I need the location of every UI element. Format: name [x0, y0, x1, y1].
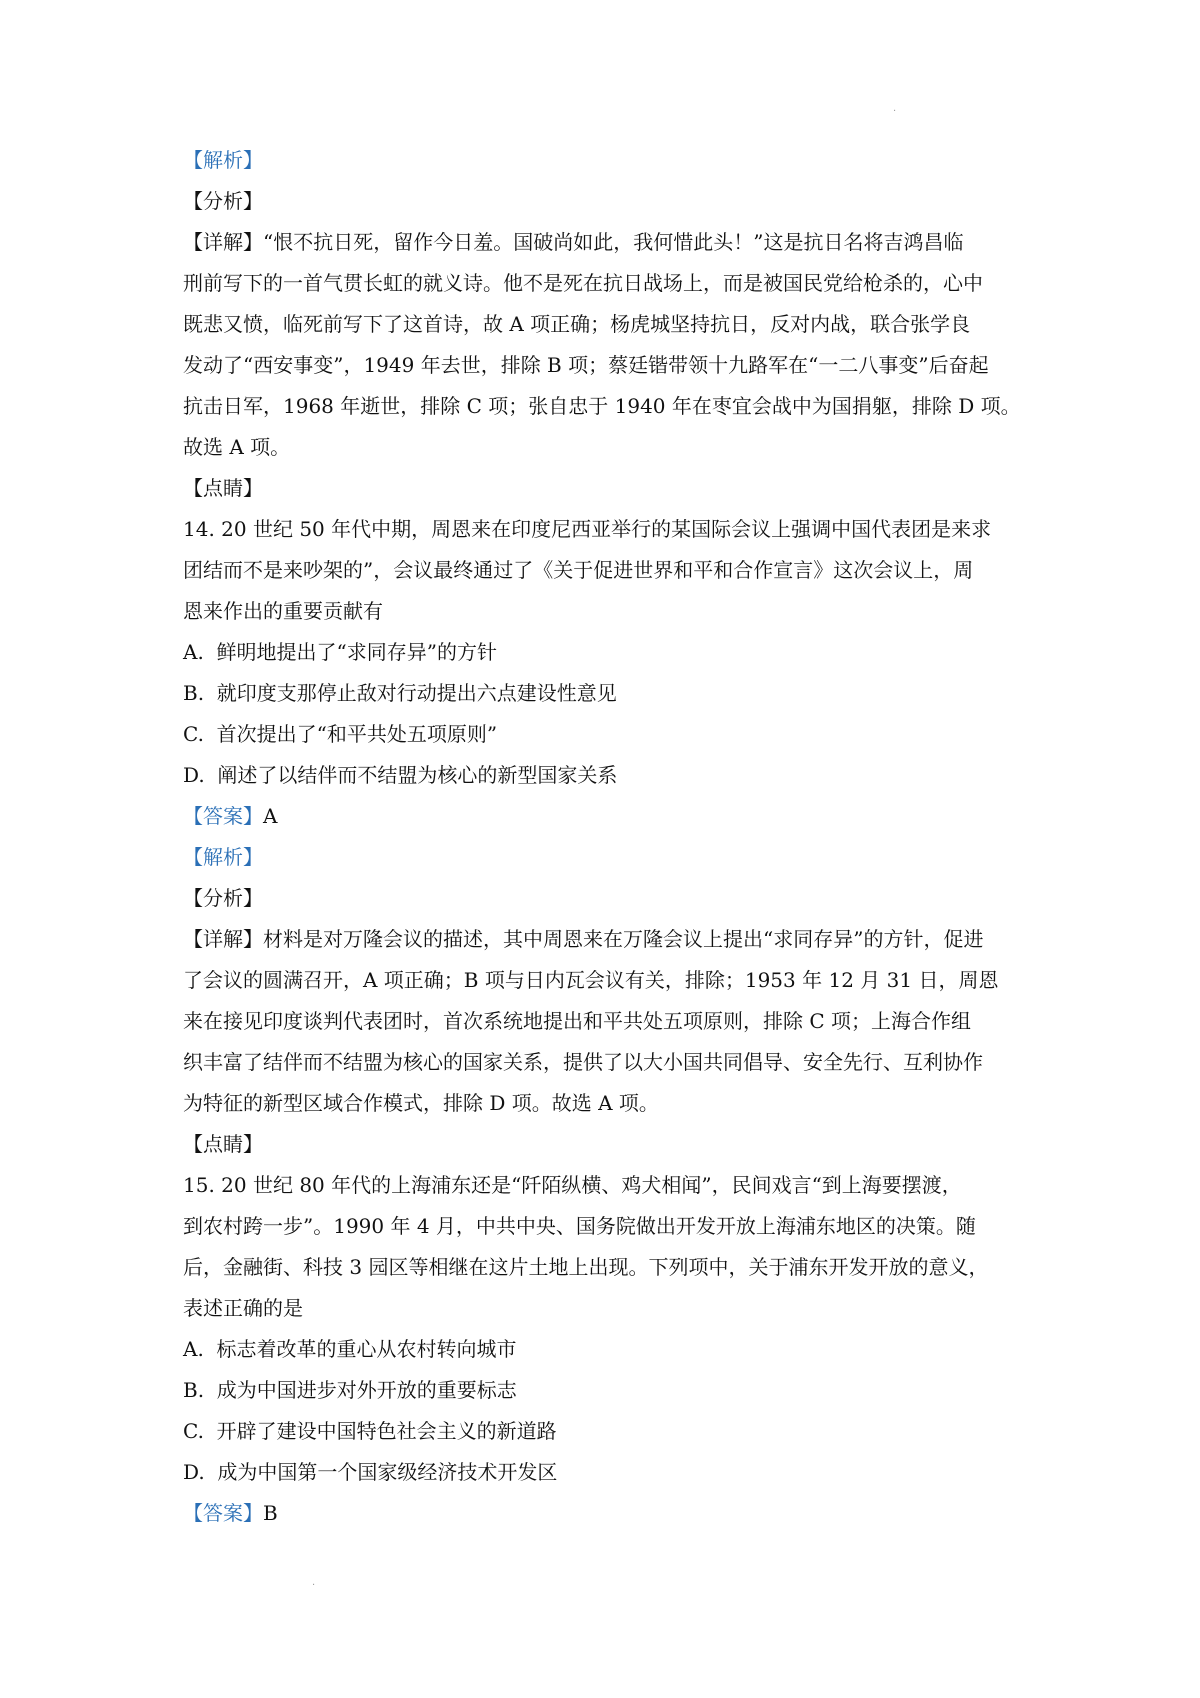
- text-line: [183, 550, 1023, 591]
- line-text: 团结而不是来吵架的”，会议最终通过了《关于促进世界和平和合作宣言》这次会议上，周: [183, 558, 974, 582]
- text-line: [183, 1042, 1023, 1083]
- section-tag: 【分析】: [183, 189, 263, 213]
- line-text: 来在接见印度谈判代表团时，首次系统地提出和平共处五项原则，排除 C 项；上海合作组: [183, 1009, 972, 1033]
- text-line: [183, 755, 1023, 796]
- line-text: B. 成为中国进步对外开放的重要标志: [183, 1378, 517, 1402]
- text-line: [183, 345, 1023, 386]
- line-text: A: [263, 804, 278, 828]
- line-text: 发动了“西安事变”，1949 年去世，排除 B 项；蔡廷锴带领十九路军在“一二八事变”后奋起: [183, 353, 989, 377]
- text-line: [183, 263, 1023, 304]
- text-line: [183, 714, 1023, 755]
- line-text: 抗击日军，1968 年逝世，排除 C 项；张自忠于 1940 年在枣宜会战中为国捐躯，排除 D 项。: [183, 394, 1021, 418]
- line-text: 到农村跨一步”。1990 年 4 月，中共中央、国务院做出开发开放上海浦东地区的决策。随: [183, 1214, 976, 1238]
- section-line: [183, 796, 1023, 837]
- line-text: A. 标志着改革的重心从农村转向城市: [183, 1337, 517, 1361]
- section-line: [183, 1493, 1023, 1534]
- text-line: [183, 1165, 1023, 1206]
- section-line: [183, 1124, 1023, 1165]
- section-tag: 【分析】: [183, 886, 263, 910]
- section-line: [183, 837, 1023, 878]
- text-line: [183, 1370, 1023, 1411]
- line-text: D. 阐述了以结伴而不结盟为核心的新型国家关系: [183, 763, 618, 787]
- section-line: [183, 222, 1023, 263]
- line-text: 表述正确的是: [183, 1296, 303, 1320]
- text-line: [183, 1206, 1023, 1247]
- line-text: 故选 A 项。: [183, 435, 291, 459]
- line-text: “恨不抗日死，留作今日羞。国破尚如此，我何惜此头！”这是抗日名将吉鸿昌临: [263, 230, 964, 254]
- section-line: [183, 919, 1023, 960]
- line-text: 刑前写下的一首气贯长虹的就义诗。他不是死在抗日战场上，而是被国民党给枪杀的，心中: [183, 271, 983, 295]
- section-line: [183, 878, 1023, 919]
- line-text: 14. 20 世纪 50 年代中期，周恩来在印度尼西亚举行的某国际会议上强调中国代表团是来求: [183, 517, 992, 541]
- scan-dot-top: .: [893, 103, 897, 114]
- section-tag: 【点睛】: [183, 476, 263, 500]
- line-text: 恩来作出的重要贡献有: [183, 599, 383, 623]
- line-text: 了会议的圆满召开，A 项正确；B 项与日内瓦会议有关，排除；1953 年 12 月 31 日，周恩: [183, 968, 999, 992]
- line-text: 既悲又愤，临死前写下了这首诗，故 A 项正确；杨虎城坚持抗日，反对内战，联合张学良: [183, 312, 971, 336]
- line-text: C. 开辟了建设中国特色社会主义的新道路: [183, 1419, 557, 1443]
- text-line: [183, 960, 1023, 1001]
- line-text: B: [263, 1501, 278, 1525]
- text-line: [183, 591, 1023, 632]
- document-body: [183, 140, 1023, 1534]
- line-text: A. 鲜明地提出了“求同存异”的方针: [183, 640, 497, 664]
- line-text: 材料是对万隆会议的描述，其中周恩来在万隆会议上提出“求同存异”的方针，促进: [263, 927, 984, 951]
- line-text: 织丰富了结伴而不结盟为核心的国家关系，提供了以大小国共同倡导、安全先行、互利协作: [183, 1050, 983, 1074]
- line-text: B. 就印度支那停止敌对行动提出六点建设性意见: [183, 681, 617, 705]
- section-tag: 【解析】: [183, 845, 263, 869]
- section-tag: 【点睛】: [183, 1132, 263, 1156]
- text-line: [183, 1288, 1023, 1329]
- text-line: [183, 1329, 1023, 1370]
- text-line: [183, 386, 1023, 427]
- section-tag: 【答案】: [183, 1501, 263, 1525]
- section-line: [183, 181, 1023, 222]
- line-text: 15. 20 世纪 80 年代的上海浦东还是“阡陌纵横、鸡犬相闻”，民间戏言“到上海要摆渡，: [183, 1173, 962, 1197]
- text-line: [183, 1411, 1023, 1452]
- section-tag: 【答案】: [183, 804, 263, 828]
- line-text: 后，金融街、科技 3 园区等相继在这片土地上出现。下列项中，关于浦东开发开放的意义，: [183, 1255, 989, 1279]
- text-line: [183, 1001, 1023, 1042]
- text-line: [183, 304, 1023, 345]
- line-text: C. 首次提出了“和平共处五项原则”: [183, 722, 498, 746]
- section-line: [183, 468, 1023, 509]
- line-text: 为特征的新型区域合作模式，排除 D 项。故选 A 项。: [183, 1091, 659, 1115]
- section-tag: 【详解】: [183, 927, 263, 951]
- text-line: [183, 1247, 1023, 1288]
- text-line: [183, 632, 1023, 673]
- text-line: [183, 1452, 1023, 1493]
- text-line: [183, 673, 1023, 714]
- text-line: [183, 427, 1023, 468]
- text-line: [183, 1083, 1023, 1124]
- scan-dot-bottom: .: [312, 1577, 316, 1588]
- section-tag: 【解析】: [183, 148, 263, 172]
- section-line: [183, 140, 1023, 181]
- text-line: [183, 509, 1023, 550]
- line-text: D. 成为中国第一个国家级经济技术开发区: [183, 1460, 558, 1484]
- section-tag: 【详解】: [183, 230, 263, 254]
